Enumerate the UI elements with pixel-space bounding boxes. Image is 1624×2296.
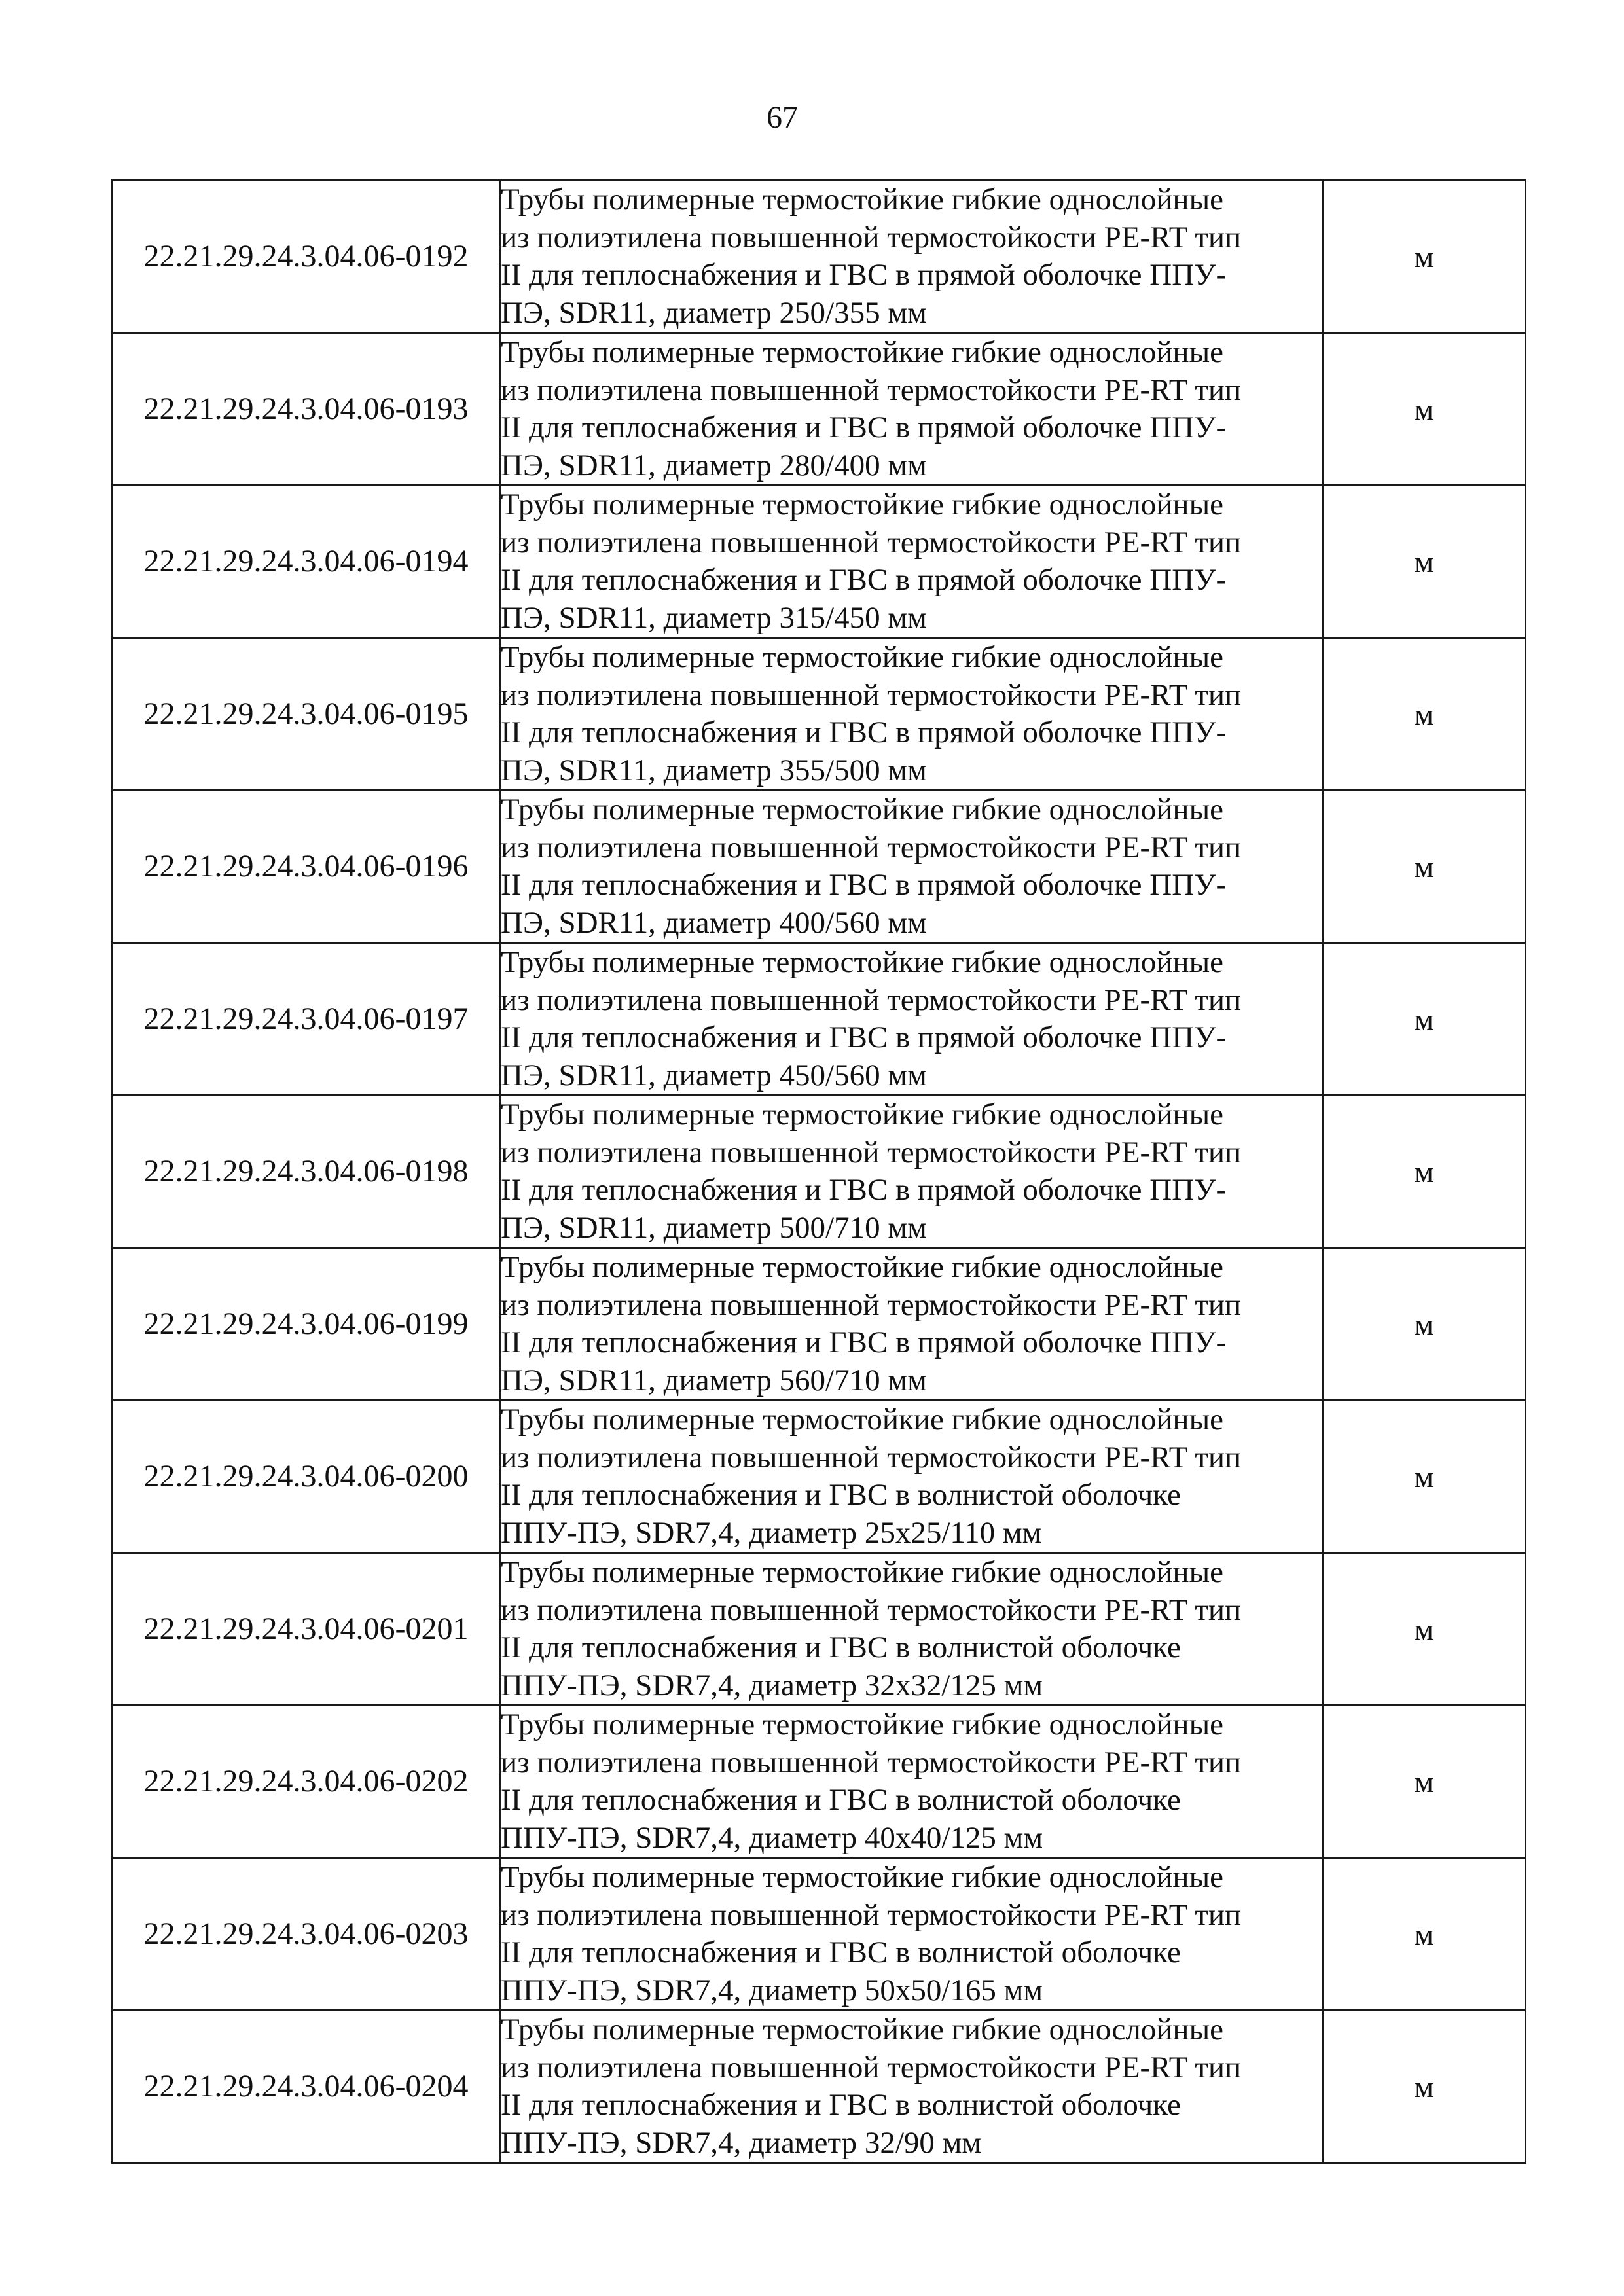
description-line: из полиэтилена повышенной термостойкости PE-RT тип <box>501 1287 1242 1322</box>
description-line: из полиэтилена повышенной термостойкости PE-RT тип <box>501 982 1242 1017</box>
resource-description <box>500 791 1323 943</box>
resource-description <box>500 1096 1323 1248</box>
table-row <box>113 638 1526 791</box>
description-line: ППУ-ПЭ, SDR7,4, диаметр 32/90 мм <box>501 2125 982 2160</box>
table-row <box>113 2011 1526 2163</box>
description-line: из полиэтилена повышенной термостойкости PE-RT тип <box>501 220 1242 255</box>
resource-description <box>500 2011 1323 2163</box>
description-line: ППУ-ПЭ, SDR7,4, диаметр 40х40/125 мм <box>501 1820 1043 1855</box>
description-line: ПЭ, SDR11, диаметр 500/710 мм <box>501 1210 927 1245</box>
unit-of-measure: м <box>1323 2011 1526 2163</box>
description-line: из полиэтилена повышенной термостойкости PE-RT тип <box>501 1592 1242 1627</box>
resource-code: 22.21.29.24.3.04.06-0203 <box>113 1858 500 2011</box>
resource-description <box>500 181 1323 333</box>
description-line: из полиэтилена повышенной термостойкости PE-RT тип <box>501 2050 1242 2085</box>
resource-code: 22.21.29.24.3.04.06-0197 <box>113 943 500 1096</box>
description-line: II для теплоснабжения и ГВС в прямой оболочке ППУ- <box>501 1020 1227 1054</box>
description-line: из полиэтилена повышенной термостойкости PE-RT тип <box>501 1135 1242 1170</box>
description-line: из полиэтилена повышенной термостойкости PE-RT тип <box>501 1897 1242 1932</box>
description-line: Трубы полимерные термостойкие гибкие однослойные <box>501 488 1224 522</box>
description-line: ПЭ, SDR11, диаметр 315/450 мм <box>501 600 927 635</box>
description-line: II для теплоснабжения и ГВС в прямой оболочке ППУ- <box>501 258 1227 292</box>
description-line: ПЭ, SDR11, диаметр 450/560 мм <box>501 1058 927 1092</box>
resource-code: 22.21.29.24.3.04.06-0201 <box>113 1553 500 1706</box>
description-line: из полиэтилена повышенной термостойкости PE-RT тип <box>501 1440 1242 1475</box>
description-line: из полиэтилена повышенной термостойкости PE-RT тип <box>501 1745 1242 1780</box>
table-row <box>113 943 1526 1096</box>
description-line: ПЭ, SDR11, диаметр 250/355 мм <box>501 295 927 330</box>
unit-of-measure: м <box>1323 1096 1526 1248</box>
description-line: II для теплоснабжения и ГВС в прямой оболочке ППУ- <box>501 563 1227 597</box>
unit-of-measure: м <box>1323 1858 1526 2011</box>
table-row <box>113 791 1526 943</box>
description-line: Трубы полимерные термостойкие гибкие однослойные <box>501 640 1224 674</box>
resource-code: 22.21.29.24.3.04.06-0198 <box>113 1096 500 1248</box>
unit-of-measure: м <box>1323 791 1526 943</box>
description-line: II для теплоснабжения и ГВС в волнистой оболочке <box>501 1478 1181 1512</box>
description-line: II для теплоснабжения и ГВС в прямой оболочке ППУ- <box>501 715 1227 749</box>
resource-code: 22.21.29.24.3.04.06-0193 <box>113 333 500 486</box>
resource-description <box>500 486 1323 638</box>
resource-description <box>500 1401 1323 1553</box>
unit-of-measure: м <box>1323 943 1526 1096</box>
description-line: Трубы полимерные термостойкие гибкие однослойные <box>501 1403 1224 1437</box>
unit-of-measure: м <box>1323 333 1526 486</box>
unit-of-measure: м <box>1323 1401 1526 1553</box>
table-row <box>113 1553 1526 1706</box>
resource-code: 22.21.29.24.3.04.06-0202 <box>113 1706 500 1858</box>
resource-code: 22.21.29.24.3.04.06-0196 <box>113 791 500 943</box>
description-line: II для теплоснабжения и ГВС в прямой оболочке ППУ- <box>501 1173 1227 1207</box>
table-row <box>113 1248 1526 1401</box>
description-line: ПЭ, SDR11, диаметр 400/560 мм <box>501 905 927 940</box>
table-row <box>113 181 1526 333</box>
resource-description <box>500 333 1323 486</box>
description-line: Трубы полимерные термостойкие гибкие однослойные <box>501 945 1224 979</box>
description-line: II для теплоснабжения и ГВС в волнистой оболочке <box>501 1783 1181 1817</box>
description-line: ППУ-ПЭ, SDR7,4, диаметр 25х25/110 мм <box>501 1515 1042 1550</box>
description-line: ППУ-ПЭ, SDR7,4, диаметр 50х50/165 мм <box>501 1973 1043 2007</box>
description-line: из полиэтилена повышенной термостойкости PE-RT тип <box>501 830 1242 865</box>
table-row <box>113 486 1526 638</box>
table-row <box>113 1858 1526 2011</box>
description-line: II для теплоснабжения и ГВС в прямой оболочке ППУ- <box>501 868 1227 902</box>
resource-code: 22.21.29.24.3.04.06-0195 <box>113 638 500 791</box>
resource-description <box>500 1858 1323 2011</box>
resource-description <box>500 1248 1323 1401</box>
description-line: Трубы полимерные термостойкие гибкие однослойные <box>501 1555 1224 1589</box>
catalog-table <box>111 179 1526 2164</box>
description-line: Трубы полимерные термостойкие гибкие однослойные <box>501 1860 1224 1894</box>
description-line: II для теплоснабжения и ГВС в прямой оболочке ППУ- <box>501 1325 1227 1359</box>
description-line: Трубы полимерные термостойкие гибкие однослойные <box>501 793 1224 827</box>
description-line: ПЭ, SDR11, диаметр 280/400 мм <box>501 448 927 482</box>
description-line: II для теплоснабжения и ГВС в волнистой оболочке <box>501 1935 1181 1969</box>
resource-code: 22.21.29.24.3.04.06-0192 <box>113 181 500 333</box>
resource-description <box>500 1706 1323 1858</box>
table-row <box>113 1096 1526 1248</box>
unit-of-measure: м <box>1323 1706 1526 1858</box>
unit-of-measure: м <box>1323 181 1526 333</box>
catalog-table-body <box>113 181 1526 2163</box>
unit-of-measure: м <box>1323 1553 1526 1706</box>
description-line: Трубы полимерные термостойкие гибкие однослойные <box>501 2013 1224 2047</box>
resource-code: 22.21.29.24.3.04.06-0199 <box>113 1248 500 1401</box>
description-line: Трубы полимерные термостойкие гибкие однослойные <box>501 1250 1224 1284</box>
description-line: ПЭ, SDR11, диаметр 560/710 мм <box>501 1363 927 1397</box>
table-row <box>113 1401 1526 1553</box>
table-row <box>113 1706 1526 1858</box>
description-line: из полиэтилена повышенной термостойкости PE-RT тип <box>501 372 1242 407</box>
unit-of-measure: м <box>1323 638 1526 791</box>
description-line: ПЭ, SDR11, диаметр 355/500 мм <box>501 753 927 787</box>
description-line: II для теплоснабжения и ГВС в волнистой оболочке <box>501 2088 1181 2122</box>
description-line: из полиэтилена повышенной термостойкости PE-RT тип <box>501 525 1242 560</box>
description-line: Трубы полимерные термостойкие гибкие однослойные <box>501 183 1224 217</box>
description-line: ППУ-ПЭ, SDR7,4, диаметр 32х32/125 мм <box>501 1668 1043 1702</box>
description-line: II для теплоснабжения и ГВС в волнистой оболочке <box>501 1630 1181 1664</box>
unit-of-measure: м <box>1323 486 1526 638</box>
description-line: из полиэтилена повышенной термостойкости PE-RT тип <box>501 677 1242 712</box>
resource-code: 22.21.29.24.3.04.06-0194 <box>113 486 500 638</box>
page-number: 67 <box>767 100 798 135</box>
resource-description <box>500 943 1323 1096</box>
resource-description <box>500 638 1323 791</box>
resource-code: 22.21.29.24.3.04.06-0204 <box>113 2011 500 2163</box>
description-line: Трубы полимерные термостойкие гибкие однослойные <box>501 1098 1224 1132</box>
table-row <box>113 333 1526 486</box>
description-line: II для теплоснабжения и ГВС в прямой оболочке ППУ- <box>501 410 1227 444</box>
description-line: Трубы полимерные термостойкие гибкие однослойные <box>501 335 1224 369</box>
resource-code: 22.21.29.24.3.04.06-0200 <box>113 1401 500 1553</box>
unit-of-measure: м <box>1323 1248 1526 1401</box>
description-line: Трубы полимерные термостойкие гибкие однослойные <box>501 1708 1224 1742</box>
resource-description <box>500 1553 1323 1706</box>
